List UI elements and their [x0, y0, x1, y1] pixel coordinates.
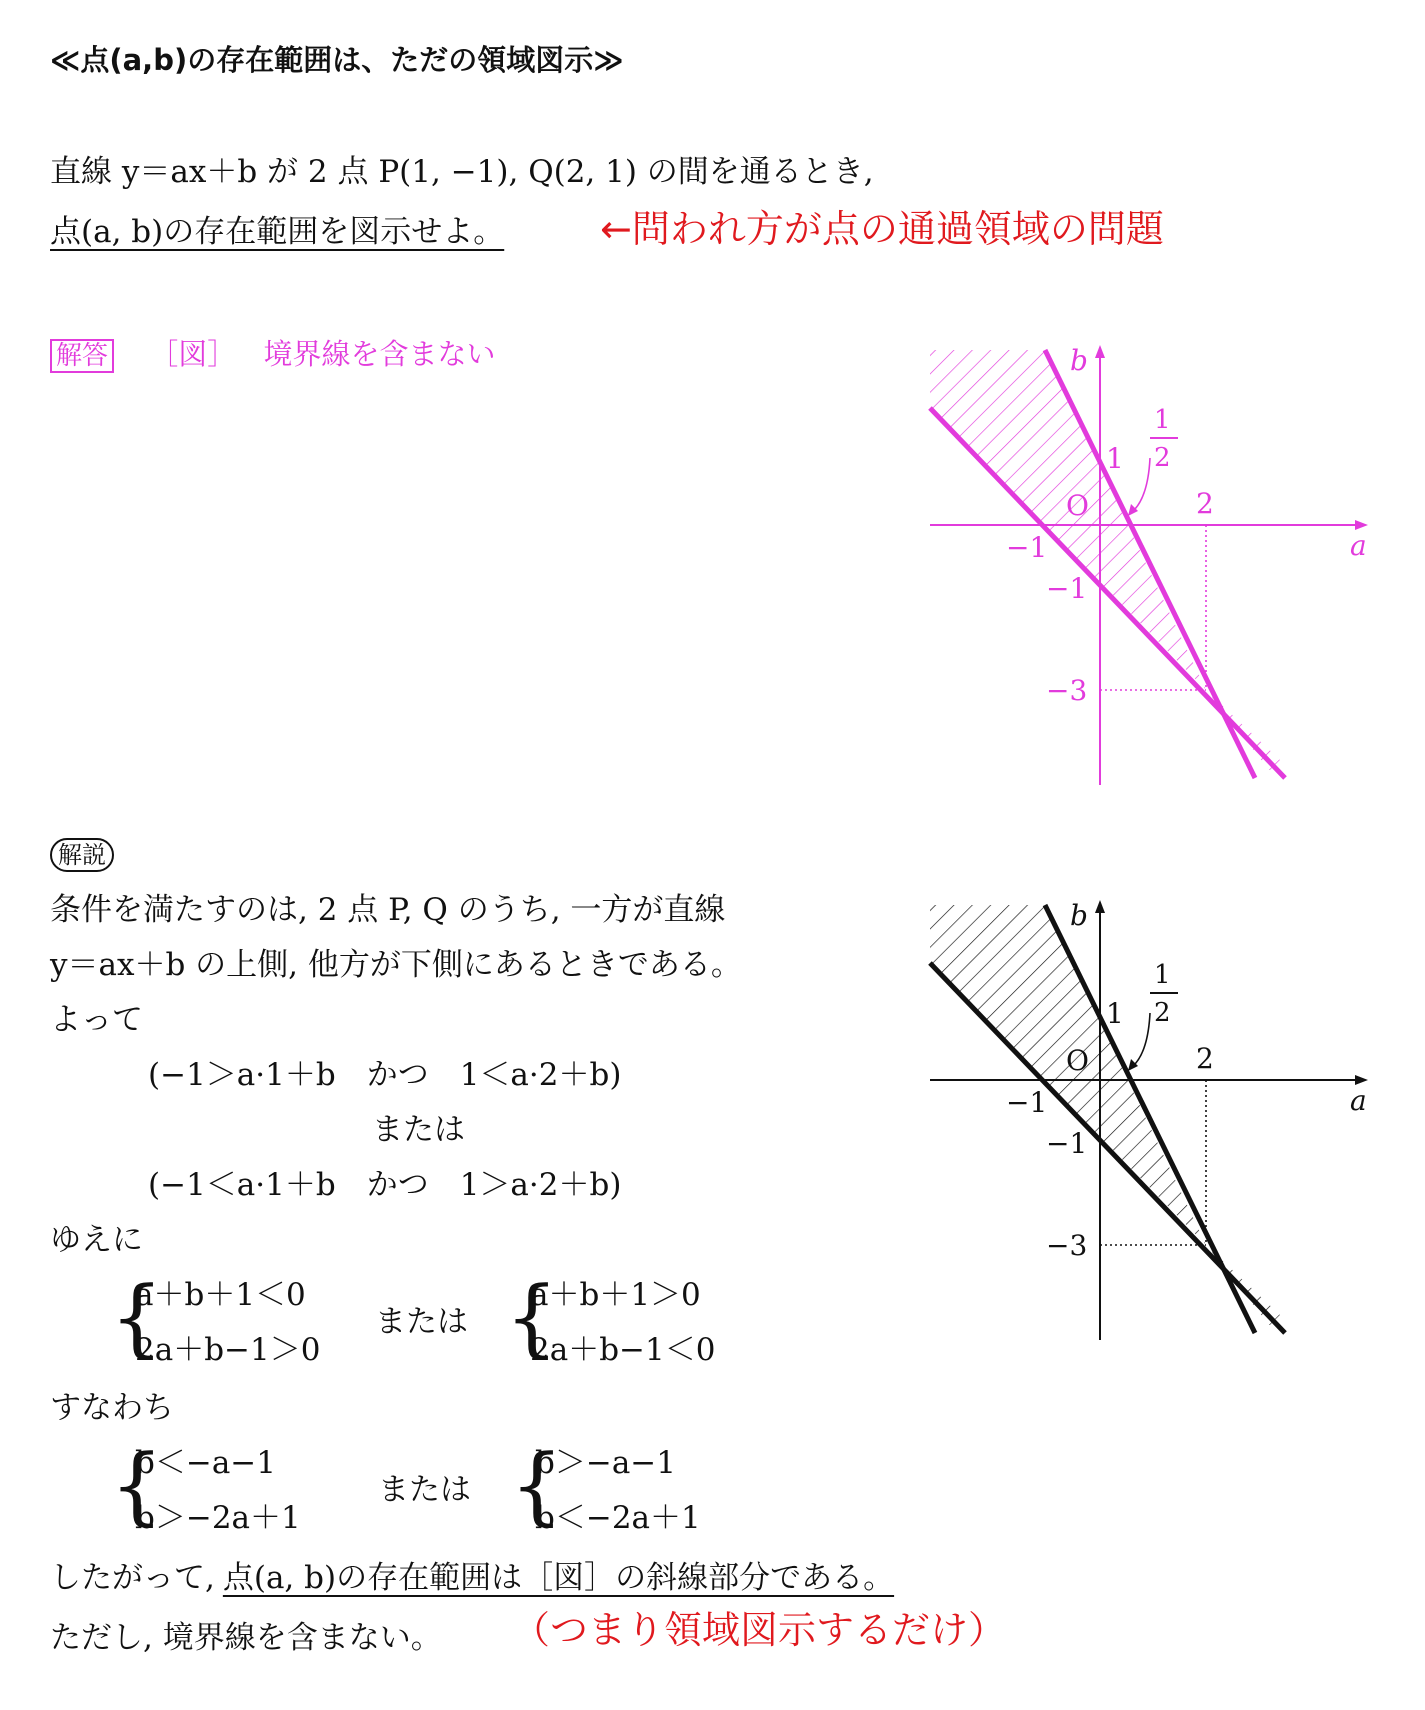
pointer-arrowhead	[1128, 1059, 1138, 1071]
b-intercept-neg1-label: −1	[1046, 1127, 1088, 1160]
sunawachi-label: すなわち	[50, 1390, 174, 1426]
sys2-row-2: 2a＋b−1＜0	[530, 1332, 716, 1368]
answer-graph	[900, 330, 1370, 790]
explanation-line-2: y＝ax＋b の上側, 他方が下側にあるときである。	[50, 947, 742, 983]
answer-fig-label: ［図］	[149, 337, 237, 371]
half-numerator: 1	[1154, 405, 1171, 435]
sys3-or: または	[378, 1472, 471, 1508]
brace-sys4: {	[510, 1436, 564, 1534]
yueni-label: ゆえに	[50, 1222, 143, 1258]
half-denominator: 2	[1154, 443, 1171, 473]
problem-line-2: 点(a, b)の存在範囲を図示せよ。	[50, 214, 505, 250]
b-intercept-1-label: 1	[1106, 442, 1124, 475]
problem-line-1: 直線 y＝ax＋b が 2 点 P(1, −1), Q(2, 1) の間を通るとき,	[50, 154, 874, 190]
b-axis-label: b	[1070, 344, 1088, 377]
answer-row	[50, 336, 495, 373]
sys4-row-2: b＜−2a＋1	[535, 1500, 701, 1536]
b-intercept-1-label: 1	[1106, 997, 1124, 1030]
pointer-arrowhead	[1128, 504, 1138, 516]
a-axis-label: a	[1350, 1084, 1367, 1117]
sys1-row-1: a＋b＋1＜0	[135, 1277, 306, 1313]
b-axis-arrow	[1095, 900, 1105, 913]
explanation-line-1: 条件を満たすのは, 2 点 P, Q のうち, 一方が直線	[50, 892, 726, 928]
conclusion-prefix: したがって,	[50, 1560, 215, 1596]
b-axis-arrow	[1095, 345, 1105, 358]
sys3-row-2: b＞−2a＋1	[135, 1500, 301, 1536]
pointer-arrow	[1132, 1013, 1150, 1067]
final-note: （つまり領域図示するだけ）	[512, 1608, 1007, 1652]
final-line: ただし, 境界線を含まない。	[50, 1620, 442, 1656]
condition-or: または	[372, 1112, 465, 1148]
a-axis-label: a	[1350, 529, 1367, 562]
a-intercept-neg1-label: −1	[1006, 1086, 1048, 1119]
b-intercept-neg1-label: −1	[1046, 572, 1088, 605]
pointer-arrow	[1132, 458, 1150, 512]
conclusion-underlined: 点(a, b)の存在範囲は［図］の斜線部分である。	[222, 1560, 895, 1596]
half-denominator: 2	[1154, 998, 1171, 1028]
sys4-row-1: b＞−a−1	[535, 1445, 676, 1481]
problem-note: ←問われ方が点の通過領域の問題	[600, 207, 1164, 251]
brace-sys1: {	[110, 1268, 164, 1366]
answer-text: 境界線を含まない	[263, 337, 496, 371]
page-title: ≪点(a,b)の存在範囲は、ただの領域図示≫	[50, 43, 624, 77]
sys3-row-1: b＜−a−1	[135, 1445, 276, 1481]
sys2-row-1: a＋b＋1＞0	[530, 1277, 701, 1313]
origin-label: O	[1066, 489, 1089, 522]
origin-label: O	[1066, 1044, 1089, 1077]
a-tick-2-label: 2	[1196, 487, 1214, 520]
condition-1: (−1＞a·1＋b かつ 1＜a·2＋b)	[148, 1057, 622, 1093]
explanation-line-3: よって	[50, 1002, 143, 1038]
sys1-or: または	[375, 1304, 468, 1340]
explanation-badge: 解説	[50, 838, 114, 872]
half-numerator: 1	[1154, 960, 1171, 990]
a-intercept-neg1-label: −1	[1006, 531, 1048, 564]
condition-2: (−1＜a·1＋b かつ 1＞a·2＋b)	[148, 1167, 622, 1203]
explanation-badge-wrap	[50, 838, 114, 872]
brace-sys2: {	[505, 1268, 559, 1366]
sys1-row-2: 2a＋b−1＞0	[135, 1332, 321, 1368]
explanation-graph	[900, 885, 1370, 1345]
b-tick-neg3-label: −3	[1046, 1229, 1088, 1262]
answer-badge: 解答	[50, 339, 114, 373]
b-axis-label: b	[1070, 899, 1088, 932]
b-tick-neg3-label: −3	[1046, 674, 1088, 707]
conclusion-line	[50, 1558, 894, 1598]
a-tick-2-label: 2	[1196, 1042, 1214, 1075]
brace-sys3: {	[110, 1436, 164, 1534]
